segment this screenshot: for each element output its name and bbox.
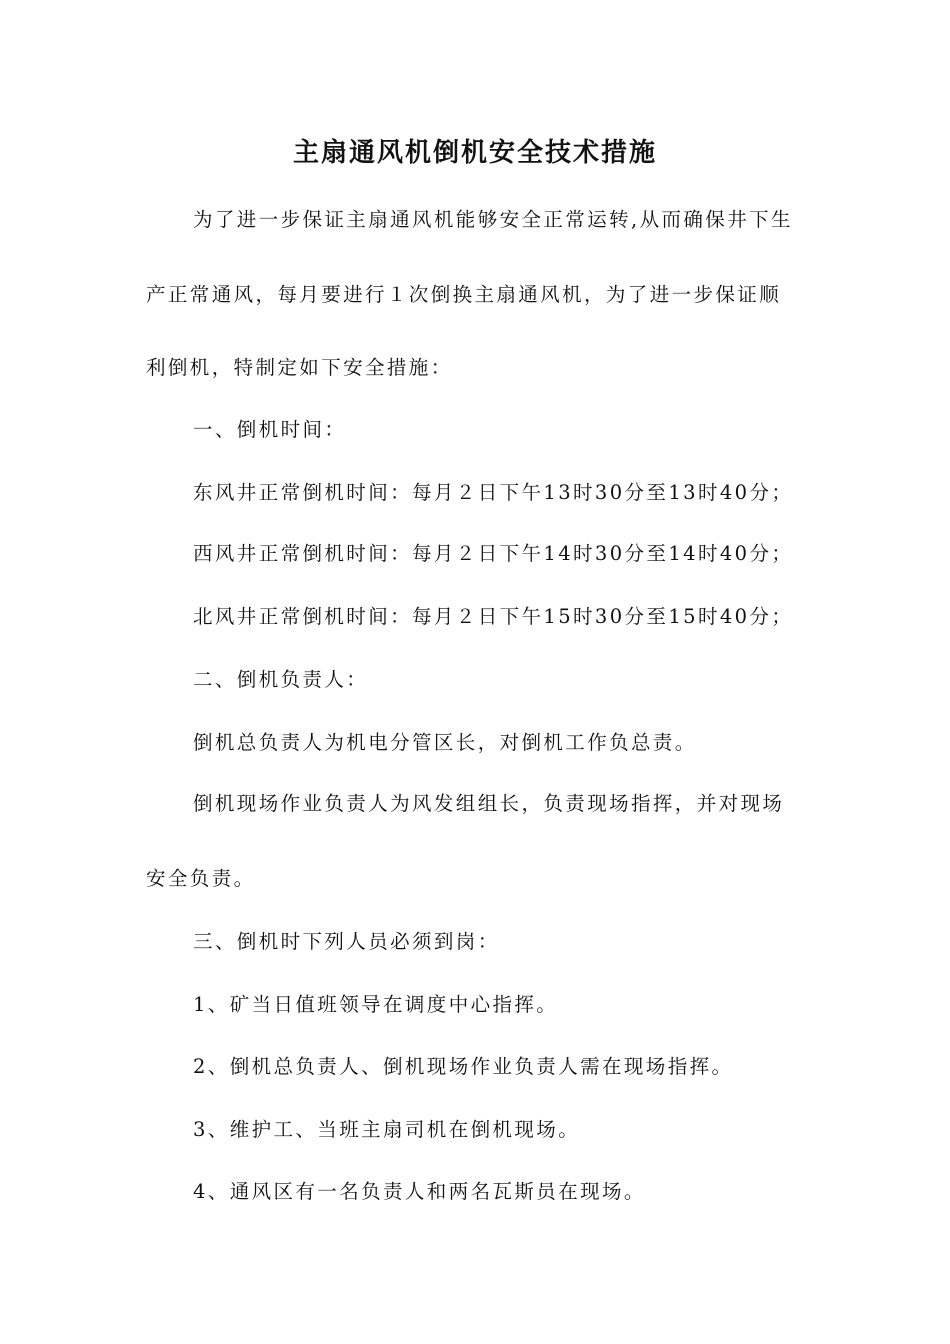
personnel-item-1: 1、矿当日值班领导在调度中心指挥。 [193,993,559,1016]
intro-line-3: 利倒机，特制定如下安全措施： [146,356,453,379]
schedule-west: 西风井正常倒机时间：每月２日下午14时30分至14时40分； [193,542,794,565]
section-heading-personnel: 三、倒机时下列人员必须到岗： [193,930,500,953]
responsible-general: 倒机总负责人为机电分管区长，对倒机工作负总责。 [193,731,697,754]
schedule-east: 东风井正常倒机时间：每月２日下午13时30分至13时40分； [193,481,794,504]
document-title: 主扇通风机倒机安全技术措施 [292,138,657,168]
responsible-onsite-line-1: 倒机现场作业负责人为风发组组长，负责现场指挥，并对现场 [193,792,785,815]
personnel-item-2: 2、倒机总负责人、倒机现场作业负责人需在现场指挥。 [193,1055,734,1078]
intro-line-2: 产正常通风，每月要进行１次倒换主扇通风机，为了进一步保证顺 [146,283,782,306]
intro-line-1: 为了进一步保证主扇通风机能够安全正常运转,从而确保井下生 [193,208,793,231]
section-heading-time: 一、倒机时间： [193,418,347,441]
schedule-north: 北风井正常倒机时间：每月２日下午15时30分至15时40分； [193,605,794,628]
section-heading-responsible: 二、倒机负责人： [193,668,369,691]
personnel-item-3: 3、维护工、当班主扇司机在倒机现场。 [193,1118,581,1141]
personnel-item-4: 4、通风区有一名负责人和两名瓦斯员在现场。 [193,1180,646,1203]
responsible-onsite-line-2: 安全负责。 [146,867,256,890]
